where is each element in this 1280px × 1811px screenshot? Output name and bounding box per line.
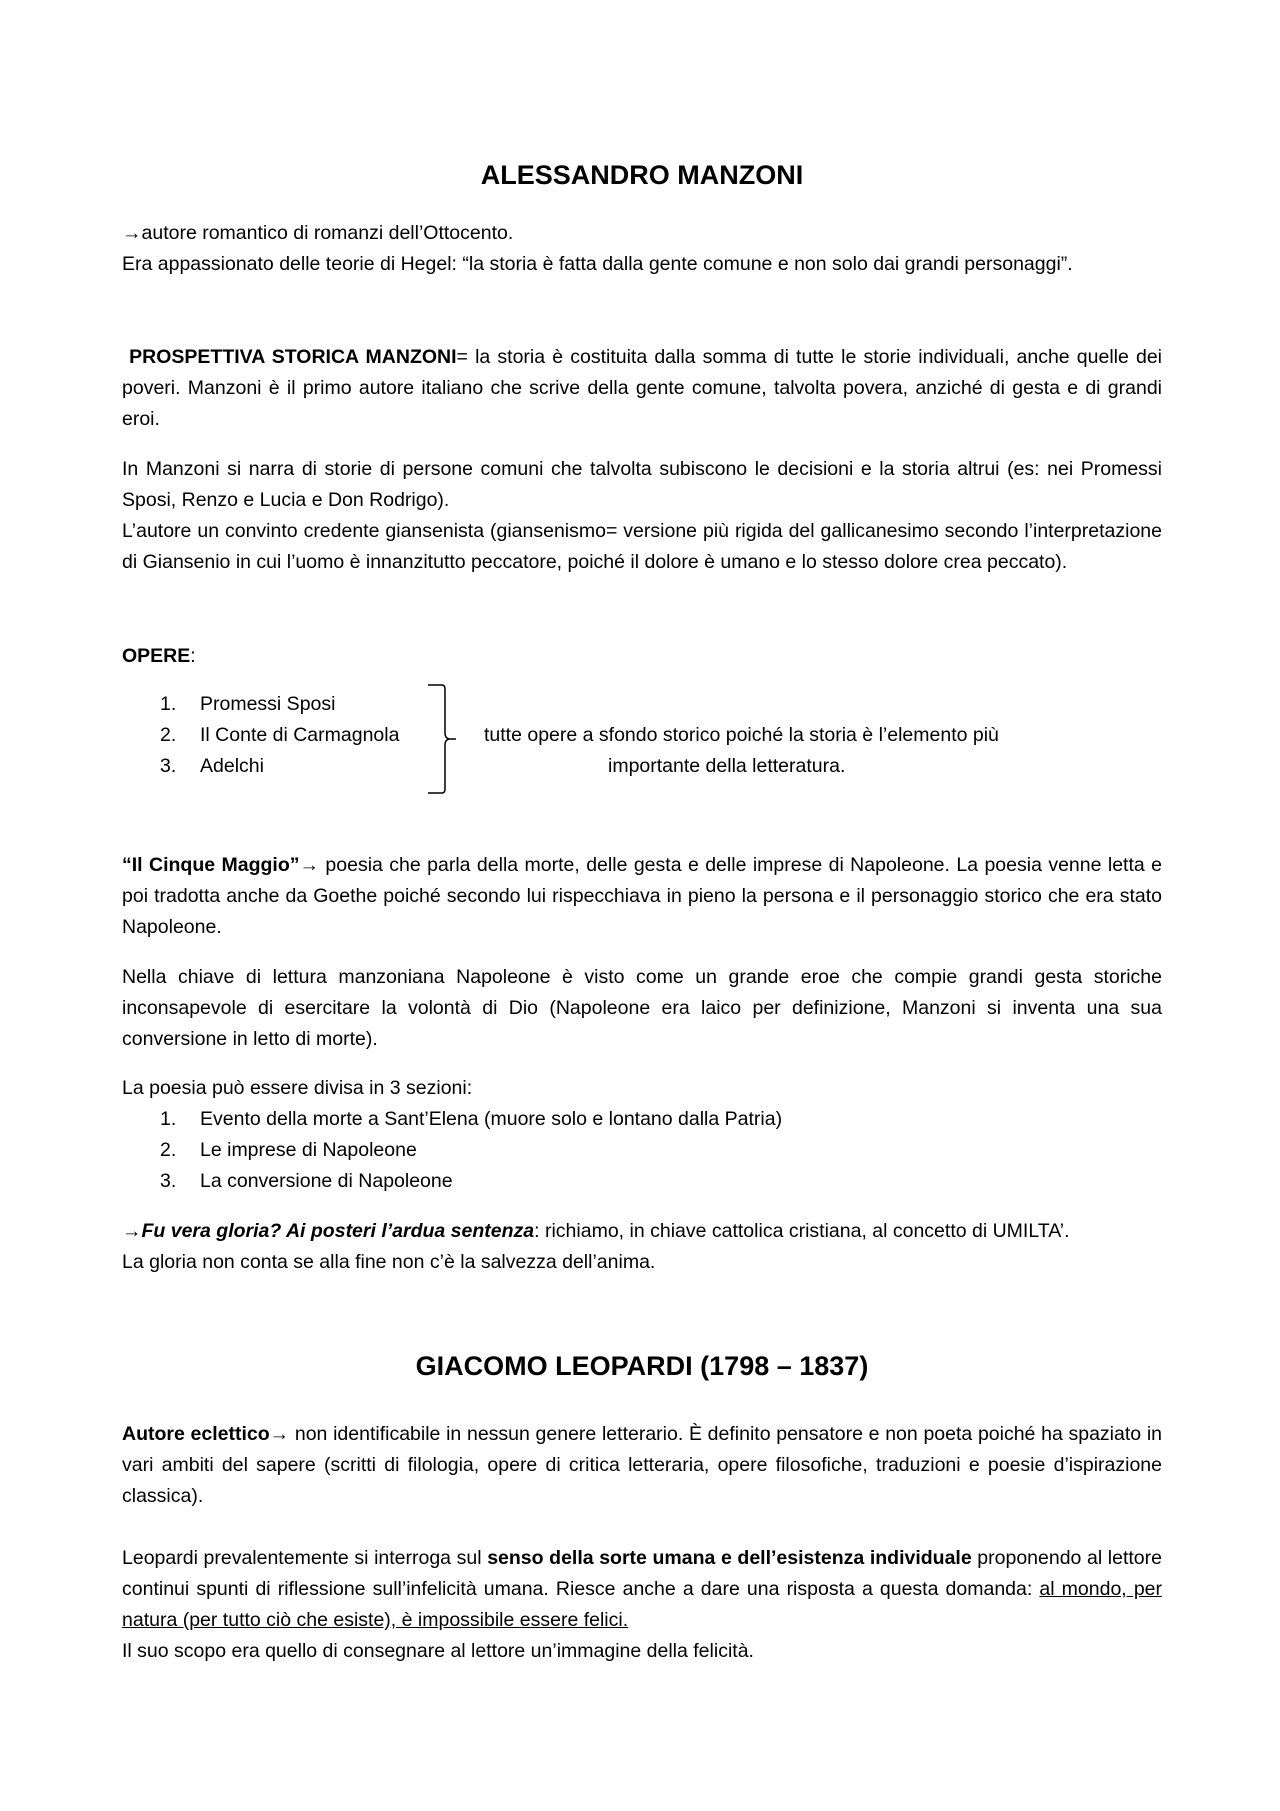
interroga-bold: senso della sorte umana e dell’esistenza individuale	[487, 1547, 972, 1569]
manzoni-title: ALESSANDRO MANZONI	[480, 160, 804, 190]
opere-note-line-1: tutte opere a sfondo storico poiché la storia è l’elemento più	[484, 724, 999, 746]
giansenista-paragraph: L’autore un convinto credente giansenista (giansenismo= versione più rigida del gallicanesimo secondo l’interpretazione di Giansenio in cui l’uomo è innanzitutto peccatore, poiché il dolore è umano e lo stesso dolore crea peccato).	[122, 520, 1162, 573]
prospettiva-label: PROSPETTIVA STORICA MANZONI	[129, 346, 457, 368]
prospettiva-paragraph: PROSPETTIVA STORICA MANZONI= la storia è costituita dalla somma di tutte le storie individuali, anche quelle dei poveri. Manzoni è il primo autore italiano che scrive della gente comune, talvolta povera, anziché di gesta e di grandi eroi.	[122, 346, 1162, 430]
eclettico-paragraph: Autore eclettico→ non identificabile in nessun genere letterario. È definito pensatore e non poeta poiché ha spaziato in vari ambiti del sapere (scritti di filologia, opere di critica letteraria, opere filosofiche, traduzioni e poesie d’ispirazione classica).	[122, 1423, 1162, 1507]
cinque-maggio-paragraph: “Il Cinque Maggio”→ poesia che parla della morte, delle gesta e delle imprese di Napoleone. La poesia venne letta e poi tradotta anche da Goethe poiché secondo lui rispecchiava in pieno la persona e il personaggio storico che era stato Napoleone.	[122, 854, 1162, 938]
list-item: 2. Le imprese di Napoleone	[160, 1139, 417, 1161]
scopo-line: Il suo scopo era quello di consegnare al lettore un’immagine della felicità.	[122, 1640, 754, 1662]
sezioni-list	[160, 1104, 782, 1197]
list-item: 1. Evento della morte a Sant’Elena (muore solo e lontano dalla Patria)	[160, 1108, 783, 1130]
interroga-underline: al mondo, per natura (per tutto ciò che esiste), è impossibile essere felici.	[122, 1578, 1162, 1631]
list-item: 3. La conversione di Napoleone	[160, 1170, 453, 1192]
list-item: 2. Il Conte di Carmagnola	[160, 724, 400, 746]
opere-note-line-2: importante della letteratura.	[608, 755, 846, 777]
sezioni-intro: La poesia può essere divisa in 3 sezioni:	[122, 1077, 473, 1099]
chiave-paragraph: Nella chiave di lettura manzoniana Napoleone è visto come un grande eroe che compie grandi gesta storiche inconsapevole di esercitare la volontà di Dio (Napoleone era laico per definizione, Manzoni si inventa una sua conversione in letto di morte).	[122, 966, 1162, 1050]
arrow-icon: →	[122, 1220, 142, 1242]
manzoni-intro	[122, 218, 1162, 280]
intro-line-1: →autore romantico di romanzi dell’Ottocento.	[122, 222, 514, 244]
intro-line-2: Era appassionato delle teorie di Hegel: “la storia è fatta dalla gente comune e non solo dai grandi personaggi”.	[122, 253, 1073, 275]
arrow-icon: →	[299, 854, 319, 876]
gloria-paragraph: →Fu vera gloria? Ai posteri l’ardua sentenza: richiamo, in chiave cattolica cristiana, al concetto di UMILTA’. La gloria non conta se alla fine non c’è la salvezza dell’anima.	[122, 1216, 1162, 1278]
cinque-maggio-label: “Il Cinque Maggio”	[122, 854, 300, 876]
gloria-last-line: La gloria non conta se alla fine non c’è la salvezza dell’anima.	[122, 1251, 656, 1273]
brace-icon	[420, 683, 460, 795]
opere-heading: OPERE:	[122, 645, 196, 667]
list-item: 1. Promessi Sposi	[160, 693, 336, 715]
interroga-paragraph: Leopardi prevalentemente si interroga sul senso della sorte umana e dell’esistenza individuale proponendo al lettore continui spunti di riflessione sull’infelicità umana. Riesce anche a dare una risposta a questa domanda: al mondo, per natura (per tutto ciò che esiste), è impossibile essere felici. Il suo scopo era quello di consegnare al lettore un’immagine della felicità.	[122, 1543, 1162, 1667]
gloria-quote: Fu vera gloria? Ai posteri l’ardua sentenza	[141, 1220, 535, 1242]
arrow-icon: →	[122, 222, 142, 244]
arrow-icon: →	[269, 1423, 290, 1445]
leopardi-title: GIACOMO LEOPARDI (1798 – 1837)	[415, 1351, 869, 1381]
opere-list	[160, 689, 399, 782]
list-item: 3. Adelchi	[160, 755, 264, 777]
eclettico-label: Autore eclettico	[122, 1423, 270, 1445]
narra-paragraph: In Manzoni si narra di storie di persone comuni che talvolta subiscono le decisioni e la storia altrui (es: nei Promessi Sposi, Renzo e Lucia e Don Rodrigo). L’autore un convinto credente giansenista (giansenismo= versione più rigida del gallicanesimo secondo l’interpretazione di Giansenio in cui l’uomo è innanzitutto peccatore, poiché il dolore è umano e lo stesso dolore crea peccato).	[122, 454, 1162, 578]
